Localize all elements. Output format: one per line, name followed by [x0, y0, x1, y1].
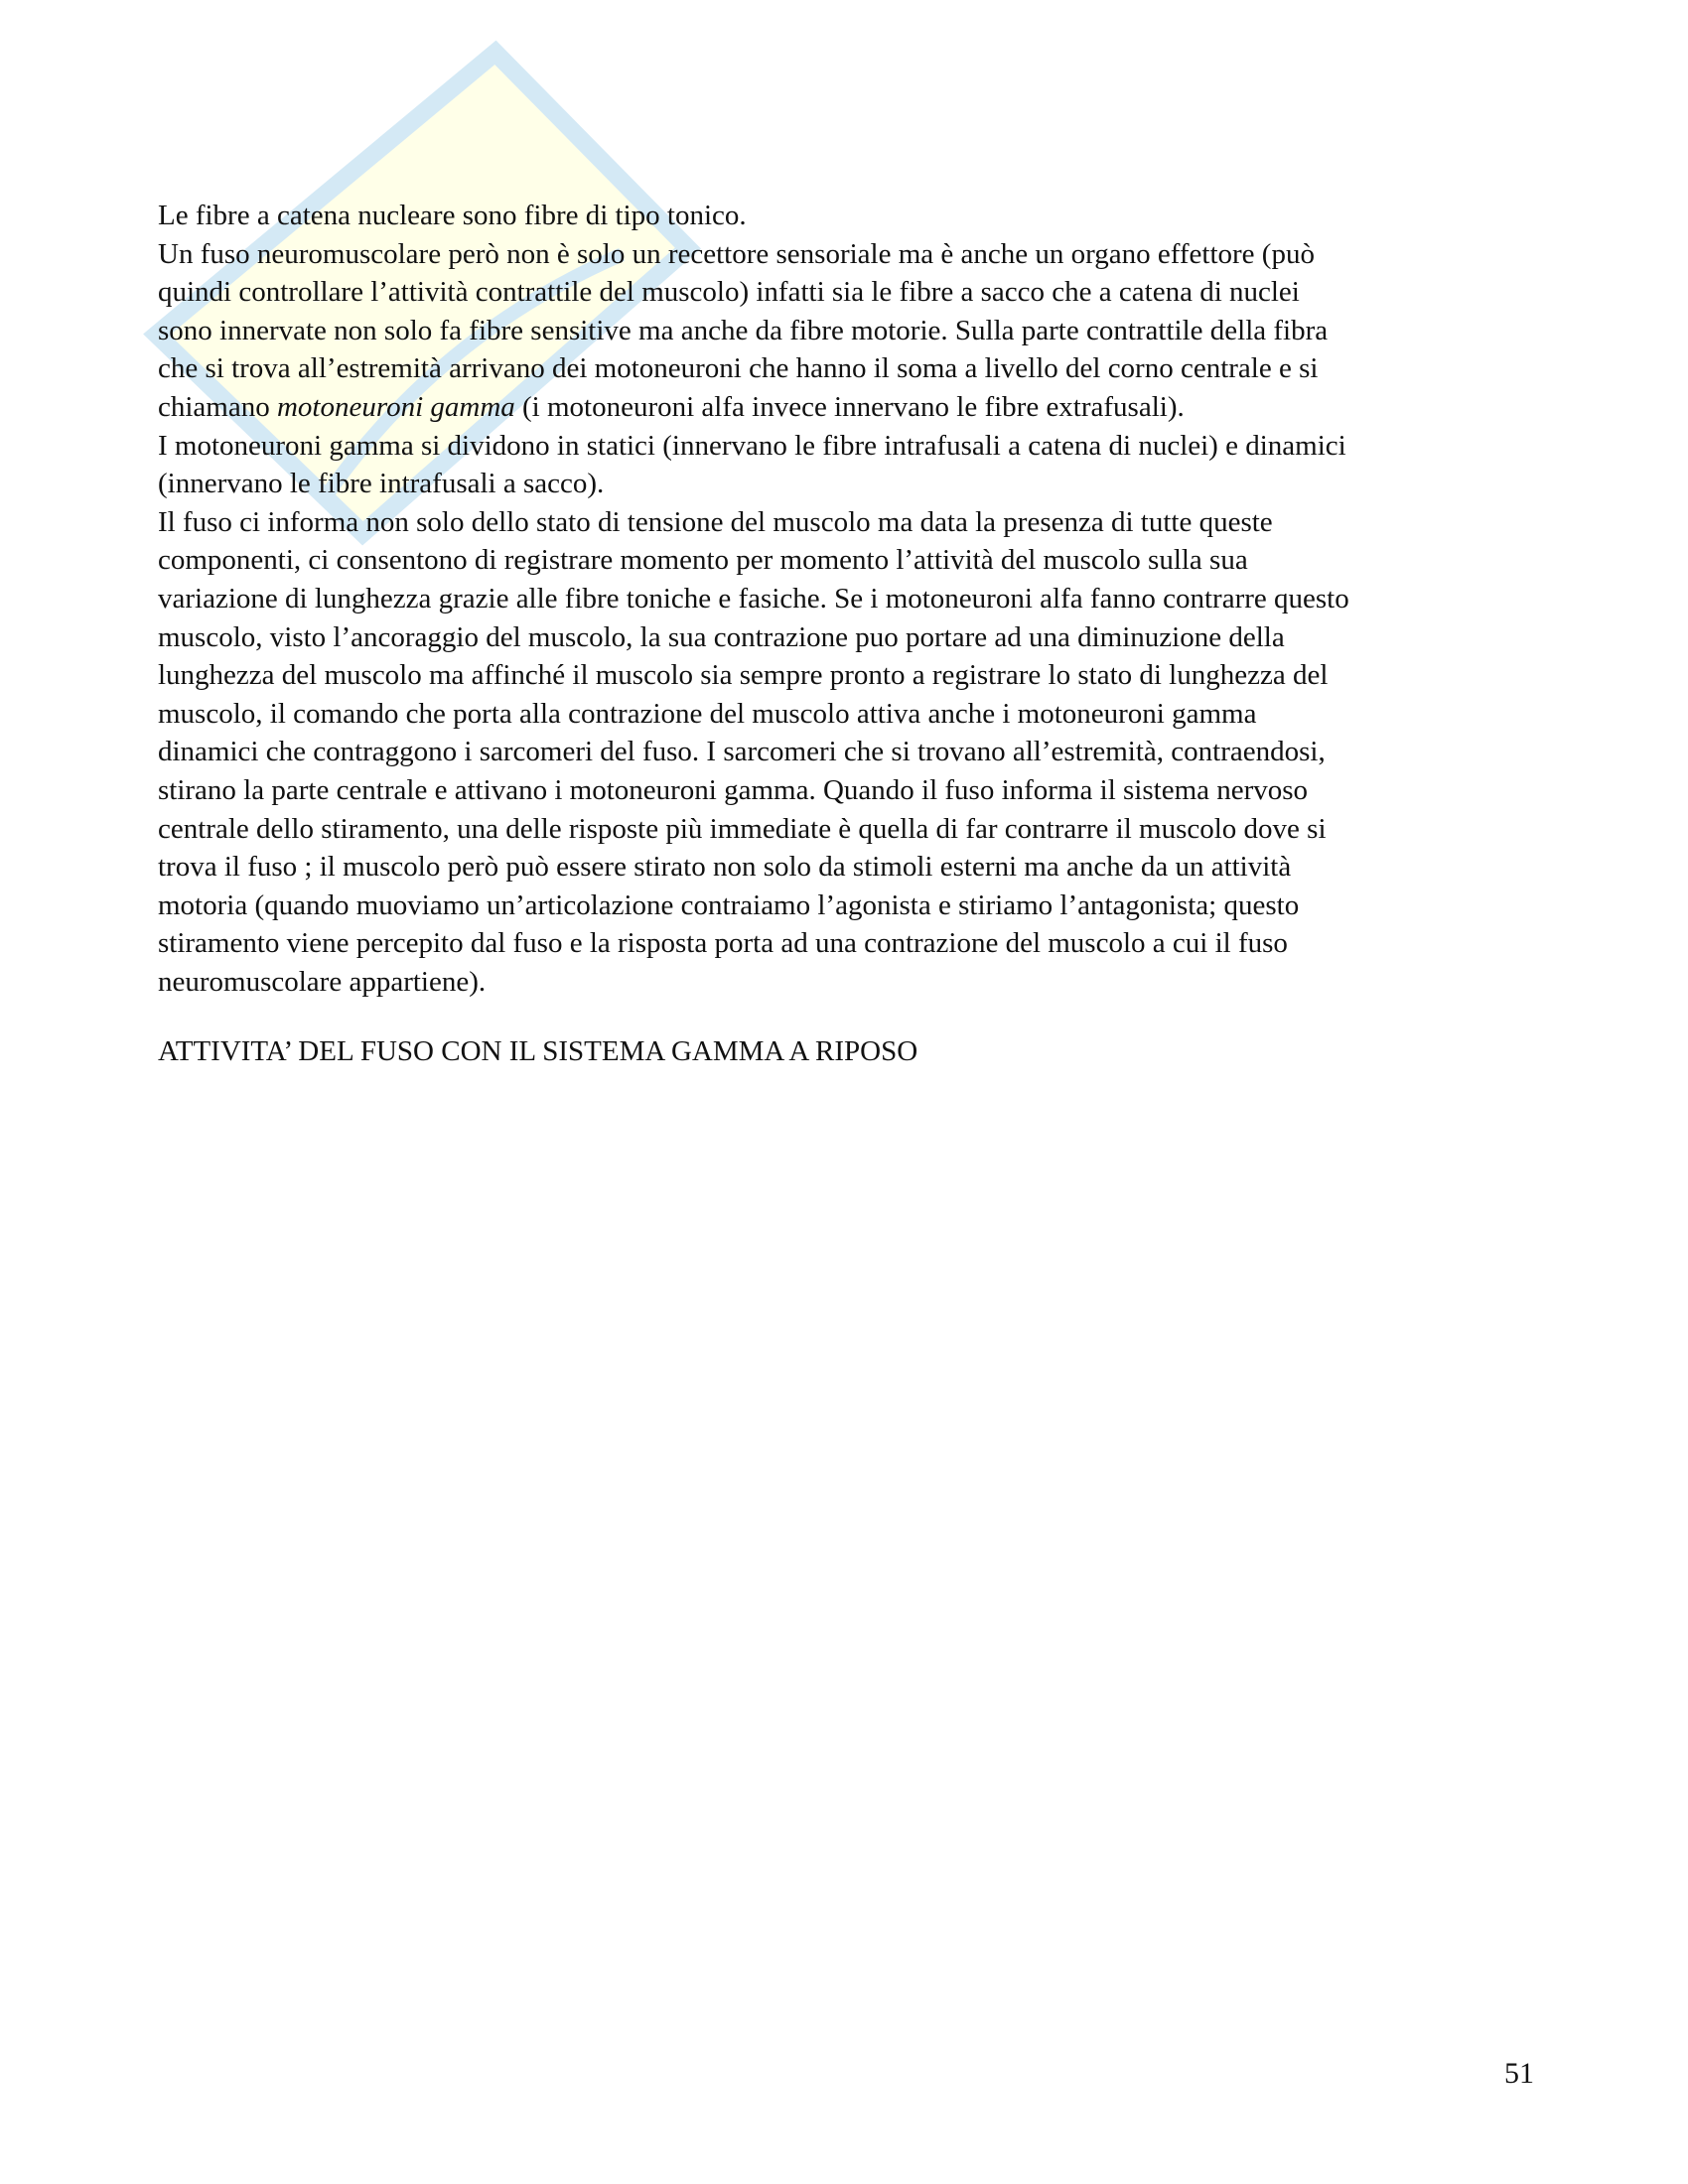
body-text	[158, 197, 1538, 1001]
body-line: trova il fuso ; il muscolo però può essere stirato non solo da stimoli esterni ma anche da un attività	[158, 851, 1292, 884]
body-line: variazione di lunghezza grazie alle fibre toniche e fasiche. Se i motoneuroni alfa fanno contrarre questo	[158, 582, 1349, 614]
body-line: quindi controllare l’attività contrattile del muscolo) infatti sia le fibre a sacco che a catena di nuclei	[158, 276, 1300, 309]
body-line: I motoneuroni gamma si dividono in statici (innervano le fibre intrafusali a catena di nuclei) e dinamici	[158, 429, 1346, 462]
body-line: dinamici che contraggono i sarcomeri del fuso. I sarcomeri che si trovano all’estremità, contraendosi,	[158, 736, 1326, 768]
body-line: Il fuso ci informa non solo dello stato di tensione del muscolo ma data la presenza di tutte queste	[158, 505, 1273, 538]
body-line-with-emphasis	[158, 388, 1538, 427]
body-line: che si trova all’estremità arrivano dei motoneuroni che hanno il soma a livello del corno centrale e si	[158, 352, 1319, 385]
body-line: Le fibre a catena nucleare sono fibre di tipo tonico.	[158, 200, 747, 231]
body-line: motoria (quando muoviamo un’articolazione contraiamo l’agonista e stiriamo l’antagonista; questo	[158, 888, 1300, 921]
body-line: stiramento viene percepito dal fuso e la risposta porta ad una contrazione del muscolo a cui il fuso	[158, 927, 1288, 960]
body-line: componenti, ci consentono di registrare momento per momento l’attività del muscolo sulla sua	[158, 544, 1248, 577]
body-line: stirano la parte centrale e attivano i motoneuroni gamma. Quando il fuso informa il sistema nervoso	[158, 773, 1309, 806]
line-text-before: chiamano	[158, 390, 277, 423]
body-line: Un fuso neuromuscolare però non è solo un recettore sensoriale ma è anche un organo effettore (può	[158, 237, 1315, 270]
body-line: sono innervate non solo fa fibre sensitive ma anche da fibre motorie. Sulla parte contrattile della fibra	[158, 314, 1329, 346]
body-line: lunghezza del muscolo ma affinché il muscolo sia sempre pronto a registrare lo stato di lunghezza del	[158, 659, 1329, 692]
body-line: centrale dello stiramento, una delle risposte più immediate è quella di far contrarre il muscolo dove si	[158, 812, 1327, 845]
page-number: 51	[1504, 2057, 1534, 2090]
body-line: muscolo, visto l’ancoraggio del muscolo, la sua contrazione puo portare ad una diminuzione della	[158, 620, 1285, 653]
line-text-after: (i motoneuroni alfa invece innervano le fibre extrafusali).	[514, 390, 1185, 423]
body-line: neuromuscolare appartiene).	[158, 965, 487, 998]
section-heading: ATTIVITA’ DEL FUSO CON IL SISTEMA GAMMA A RIPOSO	[158, 1035, 918, 1067]
emphasized-term: motoneuroni gamma	[276, 390, 515, 423]
body-line: muscolo, il comando che porta alla contrazione del muscolo attiva anche i motoneuroni gamma	[158, 697, 1257, 730]
body-line: (innervano le fibre intrafusali a sacco).	[158, 468, 605, 500]
